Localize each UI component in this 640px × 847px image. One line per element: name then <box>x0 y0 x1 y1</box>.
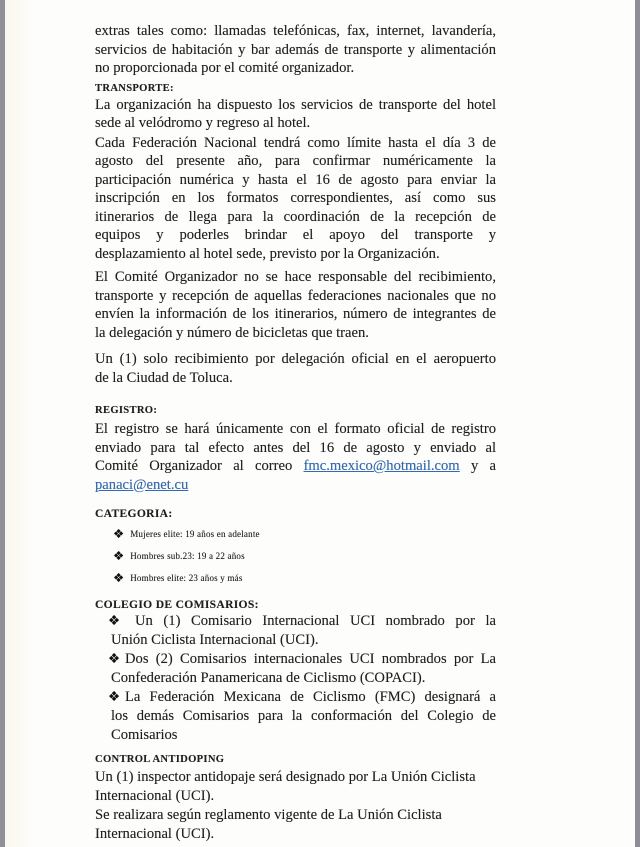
text-line: Se realizara según reglamento vigente de La Unión Ciclista <box>95 807 442 823</box>
registro-line-2: enviado para tal efecto antes del 16 de agosto y enviado al <box>95 439 496 456</box>
text-line: Un (1) inspector antidopaje será designado por La Unión Ciclista <box>95 769 476 785</box>
section-heading-colegio-comisarios: COLEGIO DE COMISARIOS: <box>95 598 259 611</box>
document-content <box>95 22 496 844</box>
registro-line-1: El registro se hará únicamente con el formato oficial de registro <box>95 421 496 437</box>
categoria-item-label: Mujeres elite: 19 años en adelante <box>130 529 260 539</box>
diamond-bullet-icon: ❖ <box>113 527 125 541</box>
text-line: Cada Federación Nacional tendrá como límite hasta el día 3 de <box>95 134 496 151</box>
text-line: El Comité Organizador no se hace responsable del recibimiento, <box>95 269 496 285</box>
section-heading-transporte: TRANSPORTE: <box>95 82 174 94</box>
email-link-panaci[interactable]: panaci@enet.cu <box>95 476 189 493</box>
diamond-bullet-icon: ❖ <box>108 613 121 628</box>
comisarios-bullet-copaci <box>95 650 496 688</box>
antidoping-paragraph <box>95 768 496 844</box>
comisarios-list <box>95 612 496 745</box>
text-line: La Federación Mexicana de Ciclismo (FMC) designará a <box>125 689 496 705</box>
text-line: itinerarios de llega para la coordinación de la recepción de <box>95 208 496 225</box>
registro-paragraph <box>95 420 496 494</box>
text-line: los demás Comisarios para la conformación del Colegio de <box>111 708 496 724</box>
text-line: Comisarios <box>111 727 178 743</box>
comisarios-bullet-text <box>111 688 496 745</box>
comisarios-bullet-text <box>111 650 496 688</box>
section-heading-categoria: CATEGORIA: <box>95 507 173 520</box>
scan-edge-left <box>0 0 5 847</box>
text-line: Unión Ciclista Internacional (UCI). <box>111 632 319 648</box>
text-line: envíen la información de los itinerarios, número de integrantes de <box>95 306 496 322</box>
comisarios-bullet-text <box>111 612 496 650</box>
text-line: La organización ha dispuesto los servicios de transporte del hotel <box>95 96 496 113</box>
text-line: inscripción en los formatos correspondientes, así como sus <box>95 190 496 206</box>
text-line: sede al velódromo y regreso al hotel. <box>95 115 311 131</box>
text-line: extras tales como: llamadas telefónicas, fax, internet, lavandería, <box>95 23 496 39</box>
categoria-item-mujeres-elite <box>95 523 496 545</box>
text-line: servicios de habitación y bar además de transporte y alimentación <box>95 41 496 58</box>
text-line: desplazamiento al hotel sede, previsto por la Organización. <box>95 245 440 262</box>
section-heading-control-antidoping: CONTROL ANTIDOPING <box>95 754 225 765</box>
text-line: Un (1) solo recibimiento por delegación oficial en el aeropuerto <box>95 351 496 367</box>
comisarios-bullet-fmc <box>95 688 496 745</box>
diamond-bullet-icon: ❖ <box>113 549 125 563</box>
text-line: Confederación Panamericana de Ciclismo (COPACI). <box>111 670 426 686</box>
text-line: equipos y poderles brindar el apoyo del transporte y <box>95 227 496 243</box>
intro-paragraph <box>95 22 496 78</box>
registro-line-4 <box>95 476 496 495</box>
transporte-paragraph-3 <box>95 268 496 342</box>
text-line: la delegación y número de bicicletas que traen. <box>95 324 369 341</box>
text-line: Dos (2) Comisarios internacionales UCI nombrados por La <box>125 651 496 667</box>
text-line: Un (1) Comisario Internacional UCI nombrado por la <box>135 613 496 629</box>
transporte-paragraph-1 <box>95 96 496 133</box>
text-line: no proporcionada por el comité organizador. <box>95 60 355 76</box>
transporte-paragraph-2 <box>95 134 496 264</box>
text-line: Internacional (UCI). <box>95 788 215 804</box>
text-line: Internacional (UCI). <box>95 826 215 842</box>
categoria-item-hombres-elite <box>95 567 496 589</box>
registro-line-3-tail: y a <box>470 458 496 474</box>
text-line: transporte y recepción de aquellas federaciones nacionales que no <box>95 287 496 304</box>
diamond-bullet-icon: ❖ <box>113 571 125 585</box>
email-link-fmc-mexico[interactable]: fmc.mexico@hotmail.com <box>303 458 460 474</box>
categoria-item-label: Hombres sub.23: 19 a 22 años <box>130 551 245 561</box>
text-line: de la Ciudad de Toluca. <box>95 369 233 386</box>
registro-line-3-text: Comité Organizador al correo <box>95 458 293 474</box>
categoria-item-label: Hombres elite: 23 años y más <box>130 573 243 583</box>
scan-edge-right <box>635 0 640 847</box>
comisarios-bullet-uci <box>95 612 496 650</box>
categoria-item-hombres-sub23 <box>95 545 496 567</box>
diamond-bullet-icon: ❖ <box>108 651 121 666</box>
registro-line-3 <box>95 457 496 476</box>
text-line: participación numérica y hasta el 16 de agosto para enviar la <box>95 171 496 188</box>
categoria-list <box>95 523 496 589</box>
diamond-bullet-icon: ❖ <box>108 689 121 704</box>
transporte-paragraph-4 <box>95 350 496 387</box>
section-heading-registro: REGISTRO: <box>95 405 158 416</box>
text-line: agosto del presente año, para confirmar numéricamente la <box>95 153 496 169</box>
